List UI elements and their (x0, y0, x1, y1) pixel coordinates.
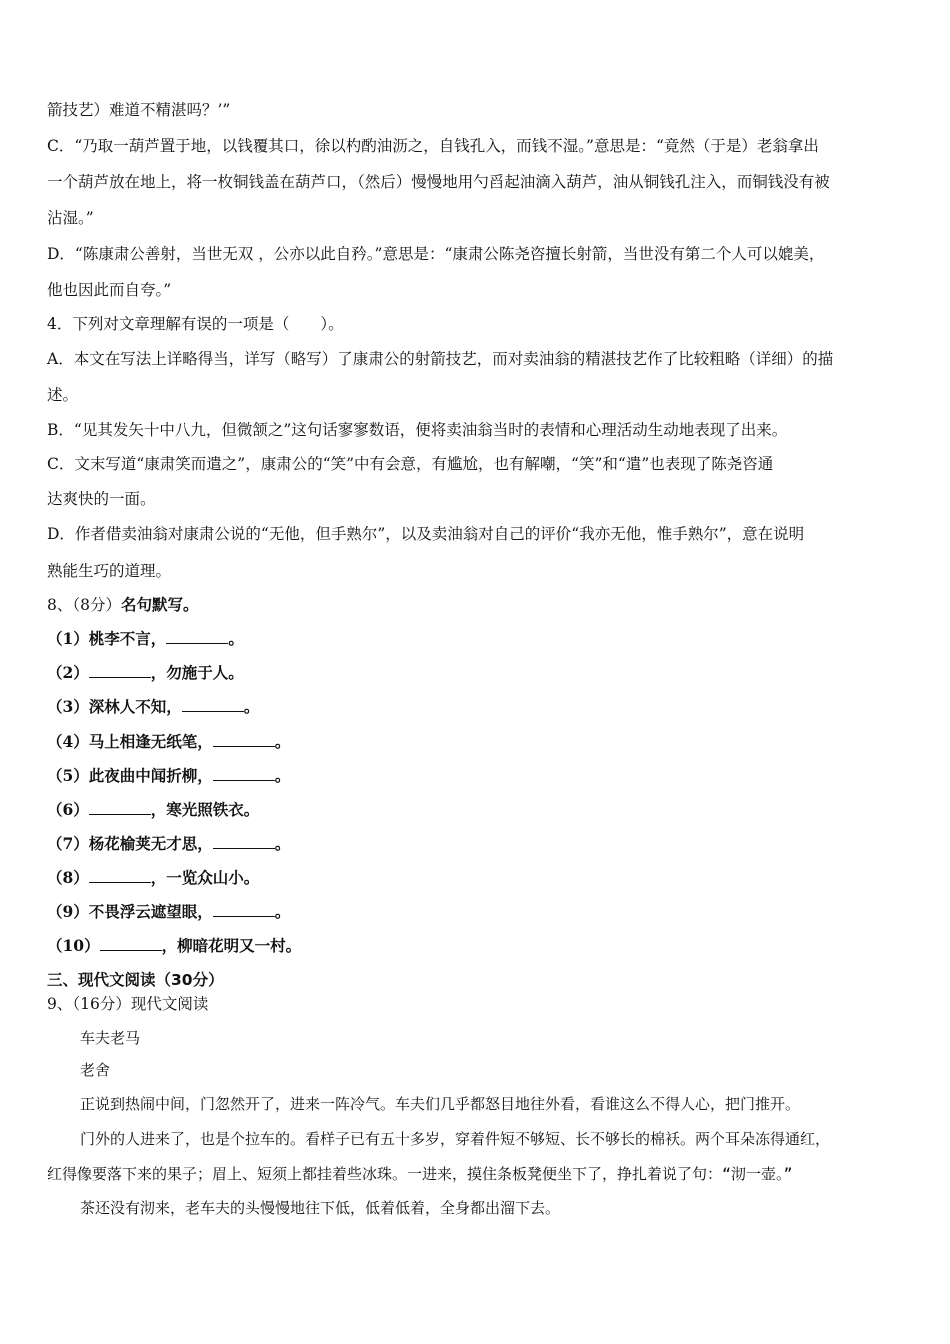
answer-blank[interactable] (166, 629, 228, 644)
answer-blank[interactable] (89, 800, 151, 815)
story-title: 车夫老马 (80, 1029, 141, 1047)
recitation-item: （2） ，勿施于人。 (47, 663, 244, 682)
answer-blank[interactable] (89, 868, 151, 883)
answer-blank[interactable] (213, 834, 275, 849)
recitation-item: （10） ，柳暗花明又一村。 (47, 936, 302, 955)
recitation-item: （4）马上相逢无纸笔， 。 (47, 732, 291, 751)
question-4: 4．下列对文章理解有误的一项是（ ）。 (47, 315, 344, 333)
answer-blank[interactable] (89, 663, 151, 678)
recitation-item: （6） ，寒光照铁衣。 (47, 800, 260, 819)
answer-blank[interactable] (213, 902, 275, 917)
recitation-item: （7）杨花榆荚无才思， 。 (47, 834, 291, 853)
recitation-item: （9）不畏浮云遮望眼， 。 (47, 902, 291, 921)
story-paragraph: 茶还没有沏来，老车夫的头慢慢地往下低，低着低着，全身都出溜下去。 (80, 1199, 561, 1217)
question-8-heading (47, 595, 199, 615)
text-line: 沾湿。” (47, 209, 94, 227)
recitation-item: （8） ，一览众山小。 (47, 868, 260, 887)
section-3-heading: 三、现代文阅读（30分） (47, 971, 224, 989)
option-d-line: D．“陈康肃公善射，当世无双 ，公亦以此自矜。”意思是：“康肃公陈尧咨擅长射箭，当世没有第二个人可以媲美， (47, 245, 825, 263)
question-9-heading: 9、（16分）现代文阅读 (47, 995, 209, 1013)
question-8-title: 名句默写。 (120, 595, 199, 614)
option-b-line: B．“见其发矢十中八九，但微颔之”这句话寥寥数语，便将卖油翁当时的表情和心理活动生动地表现了出来。 (47, 421, 788, 439)
story-paragraph-cont: 红得像要落下来的果子；眉上、短须上都挂着些冰珠。一进来，摸住条板凳便坐下了，挣扎着说了句：“沏一壶。” (47, 1165, 793, 1183)
story-paragraph: 正说到热闹中间，门忽然开了，进来一阵冷气。车夫们几乎都怒目地往外看，看谁这么不得人心，把门推开。 (80, 1095, 801, 1113)
story-author: 老舍 (80, 1061, 111, 1079)
recitation-item: （3）深林人不知， 。 (47, 697, 260, 716)
text-line: 他也因此而自夸。” (47, 281, 172, 299)
text-line: 箭技艺）难道不精湛吗？’” (47, 101, 231, 119)
answer-blank[interactable] (100, 936, 162, 951)
recitation-item: （5）此夜曲中闻折柳， 。 (47, 766, 291, 785)
option-a-line: A．本文在写法上详略得当，详写（略写）了康肃公的射箭技艺，而对卖油翁的精湛技艺作了比较粗略（详细）的描 (47, 350, 834, 368)
recitation-item: （1）桃李不言， 。 (47, 629, 244, 648)
story-paragraph: 门外的人进来了，也是个拉车的。看样子已有五十多岁，穿着件短不够短、长不够长的棉袄。两个耳朵冻得通红， (80, 1130, 831, 1148)
option-c-line: C．“乃取一葫芦置于地，以钱覆其口，徐以杓酌油沥之，自钱孔入，而钱不湿。”意思是：“竟然（于是）老翁拿出 (47, 137, 819, 155)
answer-blank[interactable] (213, 766, 275, 781)
answer-blank[interactable] (213, 732, 275, 747)
question-8-label: 8、（8分） (47, 596, 121, 614)
text-line: 达爽快的一面。 (47, 490, 156, 508)
text-line: 熟能生巧的道理。 (47, 562, 172, 580)
text-line: 一个葫芦放在地上，将一枚铜钱盖在葫芦口，（然后）慢慢地用勺舀起油滴入葫芦，油从铜钱孔注入，而铜钱没有被 (47, 173, 830, 191)
option-c-line: C．文末写道“康肃笑而遣之”，康肃公的“笑”中有会意，有尴尬，也有解嘲，“笑”和“遣”也表现了陈尧咨通 (47, 455, 774, 473)
text-line: 述。 (47, 386, 79, 404)
answer-blank[interactable] (182, 697, 244, 712)
option-d-line: D．作者借卖油翁对康肃公说的“无他，但手熟尔”，以及卖油翁对自己的评价“我亦无他，惟手熟尔”，意在说明 (47, 525, 805, 543)
